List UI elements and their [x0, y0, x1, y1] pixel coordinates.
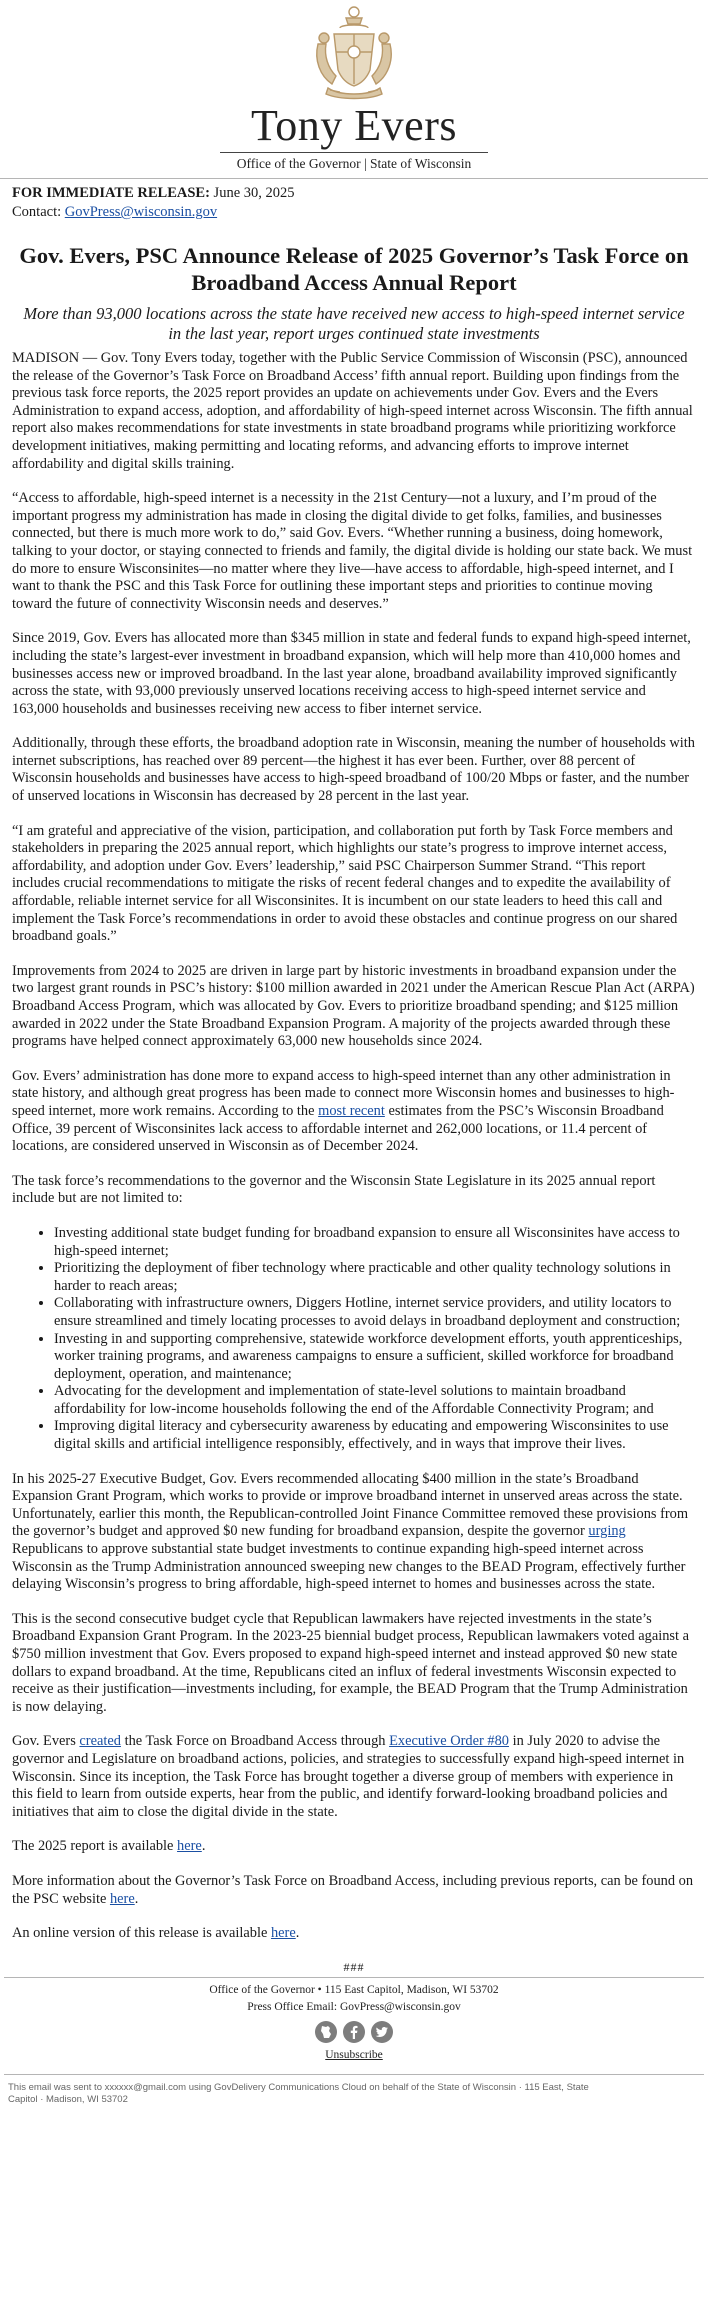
article-body: [0, 344, 708, 1943]
paragraph-14-text-a: An online version of this release is available: [12, 1925, 271, 1942]
paragraph-7-text-b: estimates from the PSC’s Wisconsin Broadband Office, 39 percent of Wisconsinites lack access to affordable internet and 262,000 locations, or 11.4 percent of locations, are considered unserved in Wisconsin as of December 2024.: [12, 1102, 664, 1155]
paragraph-14: [12, 1925, 696, 1943]
footer-press-line: [0, 1999, 708, 2016]
name-divider: [220, 152, 488, 153]
paragraph-11: [12, 1733, 696, 1821]
most-recent-link[interactable]: most recent: [318, 1102, 385, 1119]
paragraph-1: MADISON — Gov. Tony Evers today, together with the Public Service Commission of Wisconsin (PSC), announced the release of the Governor’s Task Force on Broadband Access’ fifth annual report. Building upon findings from the previous task force reports, the 2025 report provides an update on achievements under Gov. Evers and the Evers Administration to expand access, adoption, and affordability of high-speed internet across Wisconsin. The fifth annual report also makes recommendations for state investments in state broadband programs while prioritizing workforce development initiatives, making permitting and locating reforms, and advancing efforts to improve internet affordability and digital skills training.: [12, 350, 693, 472]
paragraph-3: Since 2019, Gov. Evers has allocated more than $345 million in state and federal funds to expand high-speed internet, including the state’s largest-ever investment in broadband expansion, which will help more than 410,000 homes and businesses access new or improved broadband. In the last year alone, broadband availability improved significantly across the state, with 93,000 previously unserved locations receiving access to high-speed internet service and 163,000 households and businesses receiving new access to fiber internet service.: [12, 630, 691, 717]
paragraph-13: [12, 1873, 696, 1908]
unsubscribe-link[interactable]: Unsubscribe: [325, 2048, 383, 2061]
paragraph-7-text-a: Gov. Evers’ administration has done more to expand access to high-speed internet than any other administration in state history, and although great progress has been made to connect more Wisconsin homes and businesses to high-speed internet, more work remains. According to the: [12, 1067, 675, 1119]
contact-email-link[interactable]: GovPress@wisconsin.gov: [64, 204, 218, 220]
header: [0, 0, 708, 172]
paragraph-11-text-c: in July 2020 to advise the governor and Legislature on broadband actions, policies, and strategies to successfully expand high-speed internet in Wisconsin. Since its inception, the Task Force has brought together a diverse group of members with experience in this field to learn from outside experts, hear from the public, and identify forward-looking broadband policies and initiatives that aim to close the digital divide in the state.: [12, 1733, 685, 1820]
report-here-link[interactable]: here: [177, 1838, 202, 1855]
facebook-icon[interactable]: [343, 2021, 365, 2043]
end-mark: ###: [343, 1959, 365, 1974]
contact-line: [12, 203, 696, 222]
twitter-icon[interactable]: [371, 2021, 393, 2043]
press-label: Press Office Email:: [247, 2000, 340, 2013]
paragraph-7: [12, 1068, 696, 1156]
paragraph-11-text-a: Gov. Evers: [12, 1733, 80, 1750]
paragraph-6: Improvements from 2024 to 2025 are driven in large part by historic investments in broadband expansion under the two largest grant rounds in PSC’s history: $100 million awarded in 2021 under the American Rescue Plan Act (ARPA) Broadband Access Program, which was allocated by Gov. Evers to prioritize broadband spending; and $125 million awarded in 2022 under the State Broadband Expansion Program. A majority of the projects awarded through these programs have helped connect approximately 63,000 new households since 2024.: [12, 962, 695, 1050]
paragraph-9-text-b: Republicans to approve substantial state budget investments to continue expanding high-speed internet across Wisconsin as the Trump Administration announced sweeping new changes to the BEAD Program, effectively further delaying Wisconsin’s progress to bring affordable, high-speed internet to homes and businesses across the state.: [12, 1541, 686, 1593]
list-item: • Prioritizing the deployment of fiber technology where practicable and other quality technology solutions in harder to reach areas;: [54, 1260, 696, 1295]
paragraph-12: [12, 1838, 696, 1856]
paragraph-4: Additionally, through these efforts, the broadband adoption rate in Wisconsin, meaning the number of households with internet subscriptions, has reached over 89 percent—the highest it has ever been. Further, over 88 percent of Wisconsin households and businesses have access to high-speed broadband of 100/20 Mbps or faster, and the number of unserved locations in Wisconsin has decreased by 28 percent in the last year.: [12, 735, 695, 805]
subheadline: More than 93,000 locations across the state have received new access to high-speed internet service in the last year, report urges continued state investments: [23, 304, 685, 343]
release-line: [12, 184, 696, 203]
paragraph-13-text-a: More information about the Governor’s Task Force on Broadband Access, including previous reports, can be found on the PSC website: [12, 1872, 694, 1907]
paragraph-13-text-b: .: [134, 1890, 139, 1907]
online-version-here-link[interactable]: here: [270, 1925, 296, 1942]
office-line: Office of the Governor | State of Wisconsin: [236, 156, 472, 171]
paragraph-11-text-b: the Task Force on Broadband Access through: [120, 1733, 390, 1750]
release-date: June 30, 2025: [213, 185, 295, 201]
release-label: FOR IMMEDIATE RELEASE:: [12, 185, 210, 201]
executive-order-link[interactable]: Executive Order #80: [389, 1733, 509, 1750]
urging-link[interactable]: urging: [588, 1523, 626, 1540]
footer: [0, 1978, 708, 2064]
fine-print: This email was sent to xxxxxx@gmail.com using GovDelivery Communications Cloud on behalf of the State of Wisconsin · 115 East, State Capitol · Madison, WI 53702: [8, 2081, 589, 2105]
list-item: • Investing additional state budget funding for broadband expansion to ensure all Wisconsinites have access to high-speed internet;: [54, 1225, 696, 1260]
contact-label: Contact:: [12, 204, 62, 220]
paragraph-12-text-a: The 2025 report is available: [12, 1838, 178, 1855]
governor-name: Tony Evers: [251, 101, 457, 150]
list-item: • Improving digital literacy and cybersecurity awareness by educating and empowering Wisconsinites to use digital skills and artificial intelligence responsibly, effectively, and in ways that improve their lives.: [54, 1418, 696, 1453]
release-meta: [0, 179, 708, 222]
wisconsin-state-icon[interactable]: [315, 2021, 337, 2043]
psc-website-here-link[interactable]: here: [109, 1890, 135, 1907]
paragraph-12-text-b: .: [201, 1838, 206, 1855]
list-item: • Investing in and supporting comprehensive, statewide workforce development efforts, youth apprenticeships, worker training programs, and awareness campaigns to ensure a sufficient, skilled workforce for broadband deployment, operation, and maintenance;: [54, 1331, 696, 1384]
paragraph-5: “I am grateful and appreciative of the vision, participation, and collaboration put forth by Task Force members and stakeholders in preparing the 2025 annual report, which highlights our state’s progress to improve internet access, affordability, and adoption under Gov. Evers’ leadership,” said PSC Chairperson Summer Strand. “This report includes crucial recommendations to mitigate the risks of recent federal changes and to expedite the availability of affordable, reliable internet service for all Wisconsinites. It is incumbent on our state leaders to heed this call and implement the Task Force’s recommendations in order to avoid these obstacles and continue progress on our shared broadband goals.”: [12, 822, 678, 945]
list-item: • Collaborating with infrastructure owners, Diggers Hotline, internet service providers, and utility locators to ensure streamlined and timely locating processes to avoid delays in broadband deployment and construction;: [54, 1295, 696, 1330]
state-seal-icon: [310, 4, 398, 100]
paragraph-2: “Access to affordable, high-speed internet is a necessity in the 21st Century—not a luxury, and I’m proud of the important progress my administration has made in closing the digital divide to get folks, families, and businesses connected, but there is much more work to do,” said Gov. Evers. “Whether running a business, doing homework, talking to your doctor, or staying connected to friends and family, the digital divide is holding our state back. We must do more to ensure Wisconsinites—no matter where they live—have access to affordable, high-speed internet, and I want to thank the PSC and this Task Force for outlining these important steps and priorities to continue moving toward the future of connectivity Wisconsin needs and deserves.”: [12, 490, 693, 612]
paragraph-9: [12, 1471, 696, 1594]
created-link[interactable]: created: [79, 1733, 121, 1750]
footer-address: Office of the Governor • 115 East Capitol, Madison, WI 53702: [209, 1983, 499, 1996]
headline: Gov. Evers, PSC Announce Release of 2025 Governor’s Task Force on Broadband Access Annual Report: [19, 243, 689, 295]
press-email: GovPress@wisconsin.gov: [339, 2000, 461, 2013]
paragraph-14-text-b: .: [295, 1925, 300, 1942]
paragraph-10: This is the second consecutive budget cycle that Republican lawmakers have rejected investments in the state’s Broadband Expansion Grant Program. In the 2023-25 biennial budget process, Republican lawmakers voted against a $750 million investment that Gov. Evers proposed to expand high-speed internet and instead approved $0 new state dollars to expand broadband. At the time, Republicans cited an influx of federal investments Wisconsin expected to receive as their justification—investments including, for example, the BEAD Program that the Trump Administration is now delaying.: [12, 1610, 689, 1715]
recommendations-list: [12, 1225, 696, 1454]
paragraph-8: The task force’s recommendations to the governor and the Wisconsin State Legislature in its 2025 annual report include but are not limited to:: [12, 1172, 656, 1207]
paragraph-9-text-a: In his 2025-27 Executive Budget, Gov. Evers recommended allocating $400 million in the state’s Broadband Expansion Grant Program, which works to provide or improve broadband internet in unserved areas across the state. Unfortunately, earlier this month, the Republican-controlled Joint Finance Committee removed these provisions from the governor’s budget and approved $0 new funding for broadband expansion, despite the governor: [12, 1470, 689, 1540]
list-item: • Advocating for the development and implementation of state-level solutions to maintain broadband affordability for low-income households following the end of the Affordable Connectivity Program; and: [54, 1383, 696, 1418]
social-icons: [0, 2021, 708, 2043]
